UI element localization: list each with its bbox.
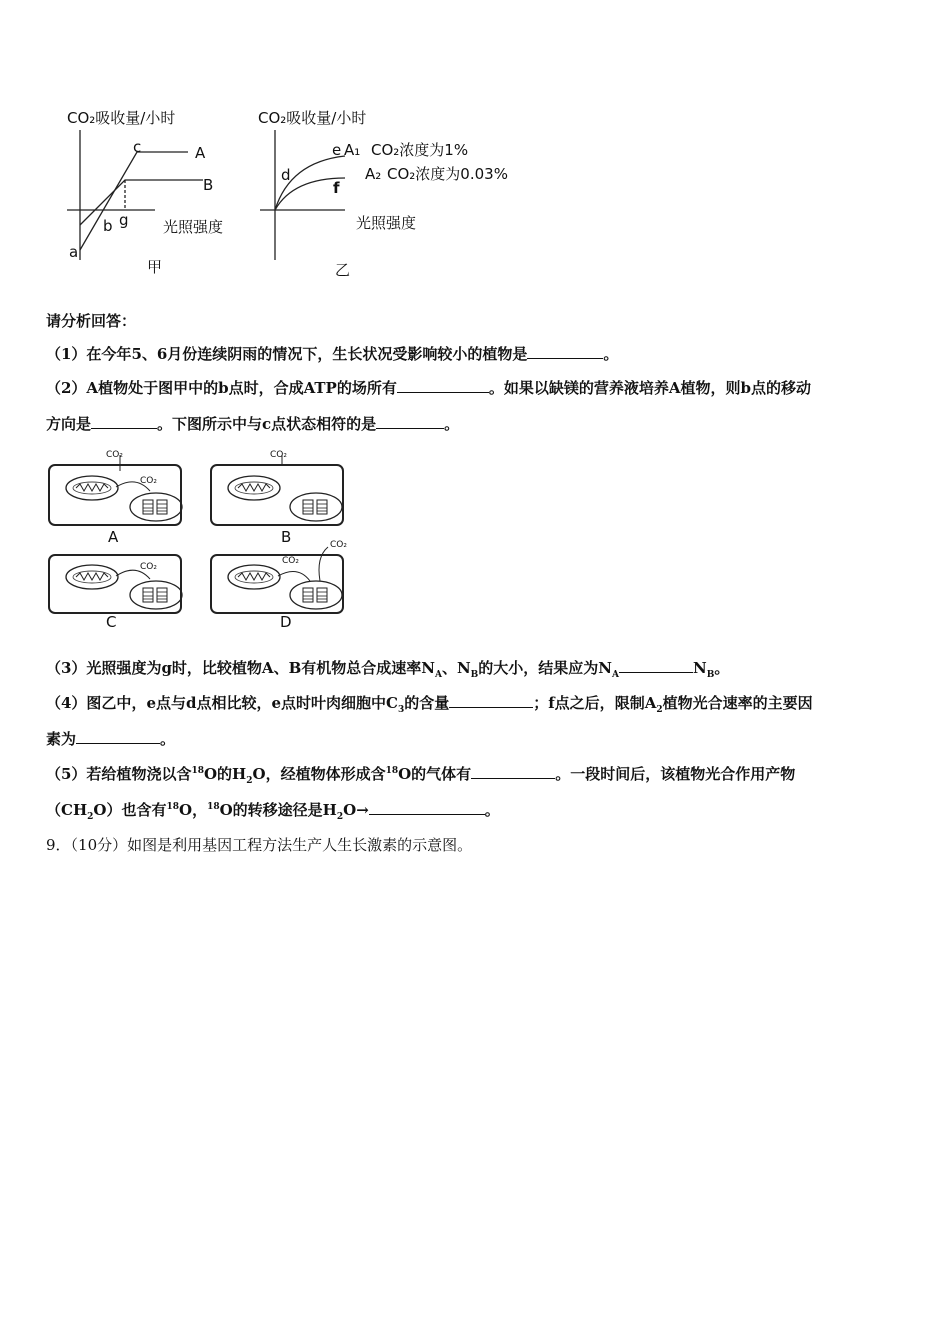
yi-curve-desc-a2: CO₂浓度为0.03%	[387, 165, 508, 183]
q5-text-i: O的转移途径是H	[219, 801, 337, 819]
cell-d-co2-in: CO₂	[282, 556, 299, 566]
q3-sub-b2: B	[706, 670, 715, 680]
yi-curve-desc-a1: CO₂浓度为1%	[371, 141, 469, 159]
q5-text-a: （5）若给植物浇以含	[46, 765, 192, 783]
q5-answer-blank-2[interactable]	[369, 800, 485, 815]
q5-sub-1: 2	[246, 776, 253, 786]
yi-point-f: f	[333, 179, 340, 197]
q4-answer-blank-2[interactable]	[76, 729, 160, 744]
q3-sub-a2: A	[612, 670, 619, 680]
cell-b	[211, 450, 343, 546]
cell-d-label: D	[280, 613, 292, 631]
q4-text-a: （4）图乙中，e点与d点相比较，e点时叶肉细胞中C	[46, 694, 398, 712]
jia-x-label: 光照强度	[163, 218, 224, 236]
cell-d	[211, 540, 347, 631]
cell-c-label: C	[106, 613, 117, 631]
yi-y-label: CO₂吸收量/小时	[258, 109, 367, 127]
q5-text-h: O，	[179, 801, 208, 819]
q3-text-a: （3）光照强度为g时，比较植物A、B有机物总合成速率N	[46, 659, 435, 677]
q4-sub2: 2	[656, 705, 663, 715]
jia-y-label: CO₂吸收量/小时	[67, 109, 176, 127]
q2-text-c: 方向是	[46, 415, 92, 433]
q3-sub-a: A	[434, 670, 442, 680]
cell-b-label: B	[281, 528, 292, 546]
q5-text-e: 。一段时间后，该植物光合作用产物	[555, 765, 796, 783]
q2-text-b: 。如果以缺镁的营养液培养A植物，则b点的移动	[488, 379, 811, 397]
yi-curve-label-a1: A₁	[344, 141, 361, 159]
question-5-line1	[46, 764, 910, 784]
jia-point-b: b	[103, 217, 113, 235]
cell-c	[49, 555, 182, 631]
q5-end: 。	[484, 801, 500, 819]
cell-c-co2: CO₂	[140, 562, 157, 572]
q5-text-f: （CH	[46, 801, 88, 819]
yi-point-d: d	[281, 166, 291, 184]
q4-sub3: 3	[397, 705, 405, 715]
yi-point-e: e	[332, 141, 342, 159]
question-3	[46, 658, 910, 678]
jia-point-a: a	[69, 243, 79, 261]
q5-text-j: O→	[343, 801, 369, 819]
yi-curve-label-a2: A₂	[365, 165, 382, 183]
q4-text-b: 的含量	[404, 694, 450, 712]
cell-a-co2-out: CO₂	[106, 450, 123, 460]
q5-sup-3: 18	[166, 802, 179, 812]
jia-point-c: c	[133, 138, 142, 156]
q5-sub-3: 2	[336, 812, 344, 822]
q1-text: （1）在今年5、6月份连续阴雨的情况下，生长状况受影响较小的植物是	[46, 345, 528, 363]
cell-a-co2-in: CO₂	[140, 476, 157, 486]
q1-answer-blank[interactable]	[527, 344, 603, 359]
q5-sub-2: 2	[87, 812, 94, 822]
q5-text-c: O，经植物体形成含	[252, 765, 386, 783]
q2-answer-blank-2[interactable]	[91, 414, 157, 429]
q2-text-d: 。下图所示中与c点状态相符的是	[157, 415, 377, 433]
q4-end: 。	[160, 730, 176, 748]
question-2-line2	[46, 414, 910, 434]
cell-b-co2: CO₂	[270, 450, 287, 460]
q5-sup-1: 18	[191, 766, 204, 776]
jia-curve-label-a: A	[195, 144, 206, 162]
q3-sep: 、N	[441, 659, 471, 677]
q3-n2: N	[692, 659, 707, 677]
cell-d-co2-out: CO₂	[330, 540, 347, 550]
q5-text-b: O的H	[203, 765, 247, 783]
question-5-line2	[46, 800, 910, 820]
q3-answer-blank[interactable]	[619, 658, 693, 673]
q5-answer-blank-1[interactable]	[471, 764, 555, 779]
q1-end: 。	[603, 345, 619, 363]
question-4-line2	[46, 729, 910, 749]
yi-x-label: 光照强度	[356, 214, 417, 232]
question-4-line1	[46, 693, 910, 713]
question-1	[46, 344, 910, 364]
q2-end: 。	[444, 415, 460, 433]
q3-end: 。	[714, 659, 730, 677]
q2-text-a: （2）A植物处于图甲中的b点时，合成ATP的场所有	[46, 379, 397, 397]
figure-cells	[44, 443, 364, 633]
cell-a-label: A	[108, 528, 119, 546]
q4-text-e: 素为	[46, 730, 77, 748]
q4-text-c: ；f点之后，限制A	[533, 694, 657, 712]
q5-text-d: O的气体有	[398, 765, 472, 783]
question-2-line1	[46, 378, 910, 398]
figure-graphs	[55, 100, 545, 285]
q2-answer-blank-3[interactable]	[376, 414, 444, 429]
q4-text-d: 植物光合速率的主要因	[662, 694, 813, 712]
intro-text: 请分析回答：	[46, 312, 137, 330]
cell-a	[49, 450, 182, 546]
jia-curve-label-b: B	[203, 176, 214, 194]
q4-answer-blank-1[interactable]	[449, 693, 533, 708]
q3-text-b: 的大小，结果应为N	[478, 659, 612, 677]
q5-sup-2: 18	[385, 766, 399, 776]
q3-sub-b: B	[470, 670, 479, 680]
question-9: 9．（10分）如图是利用基因工程方法生产人生长激素的示意图。	[46, 836, 473, 854]
jia-point-g: g	[119, 211, 129, 229]
yi-caption: 乙	[335, 261, 351, 279]
q2-answer-blank-1[interactable]	[397, 378, 489, 393]
q5-sup-4: 18	[207, 802, 220, 812]
q5-text-g: O）也含有	[93, 801, 167, 819]
jia-caption: 甲	[147, 258, 163, 276]
